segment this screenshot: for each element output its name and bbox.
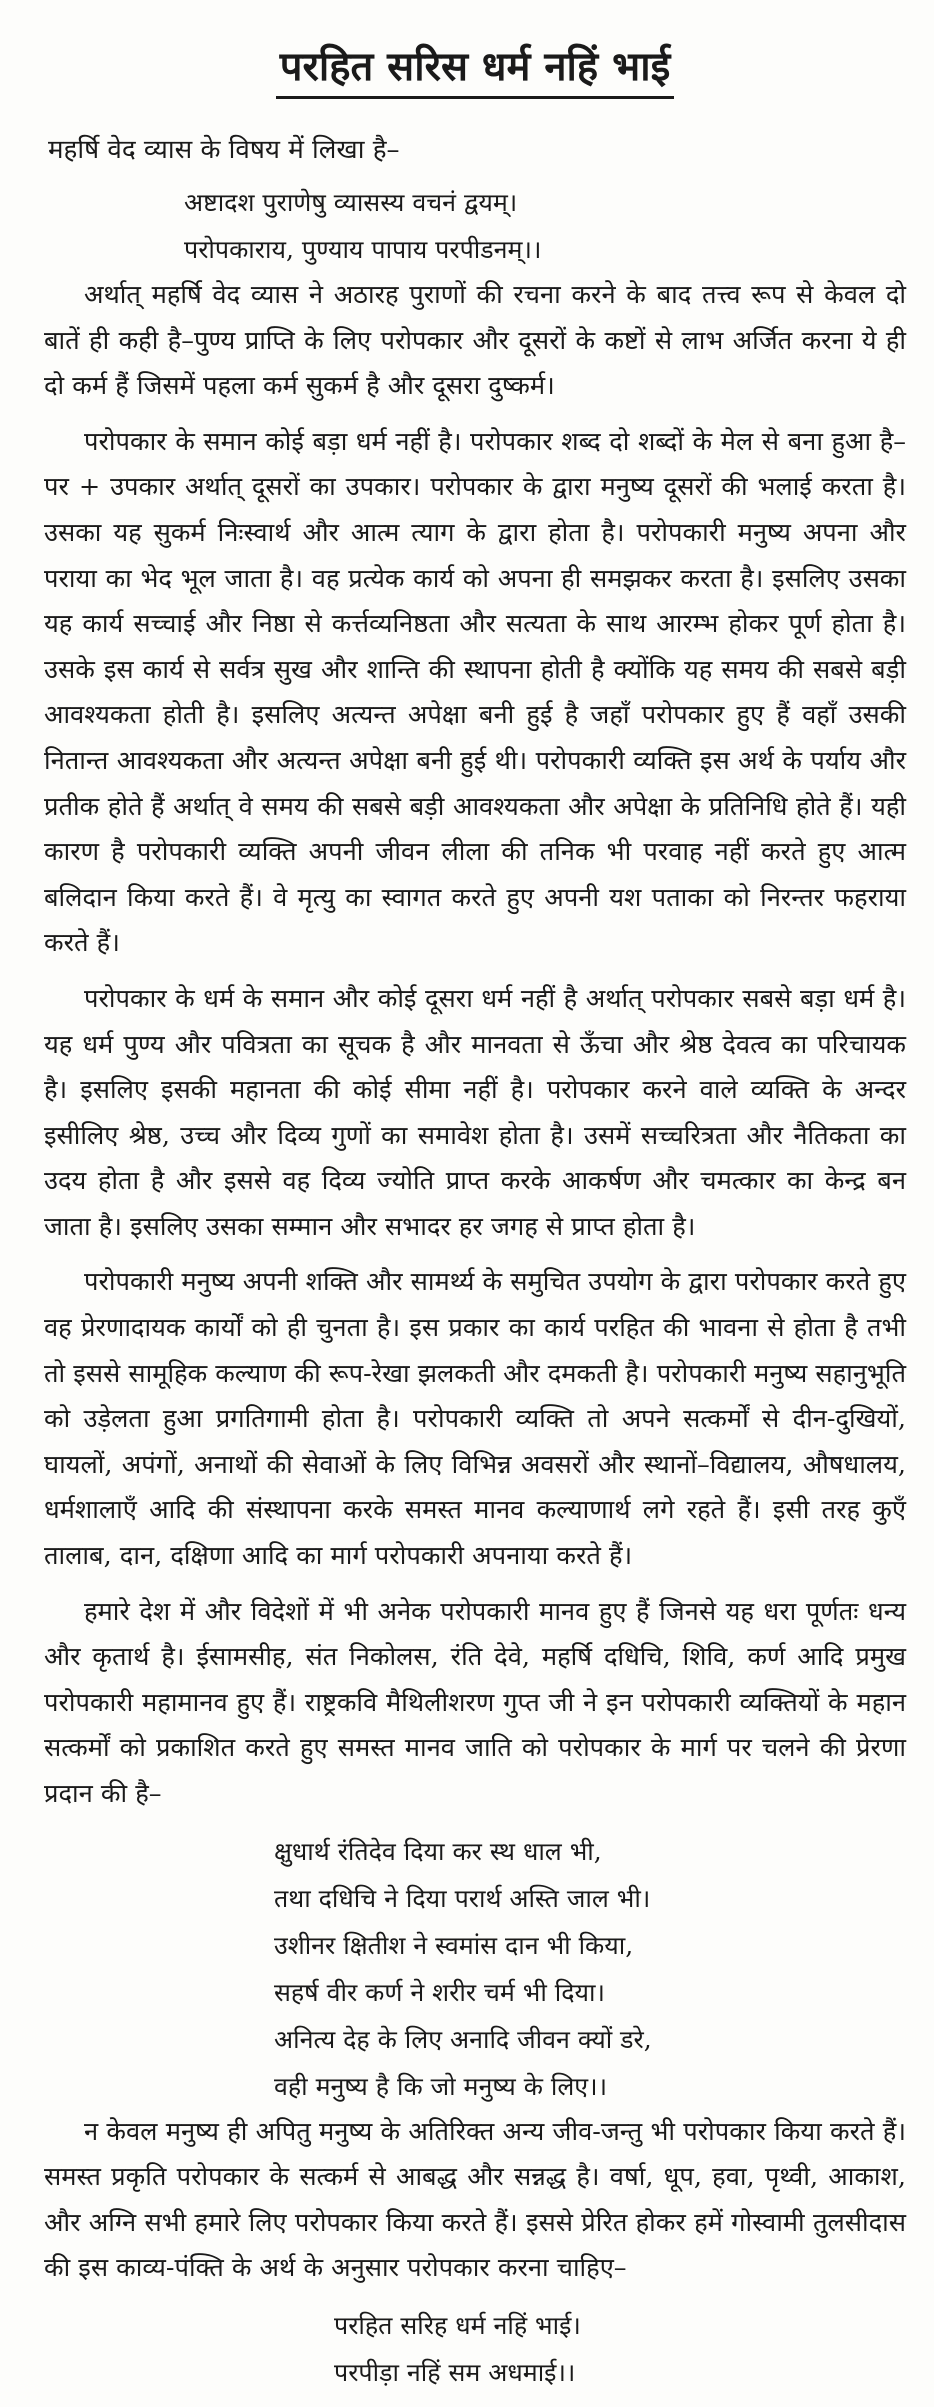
page-title: परहित सरिस धर्म नहिं भाई [276,40,674,99]
shloka-line-1: अष्टादश पुराणेषु व्यासस्य वचनं द्वयम्। [184,188,518,217]
paragraph-4: परोपकारी मनुष्य अपनी शक्ति और सामर्थ्य के समुचित उपयोग के द्वारा परोपकार करते हुए वह प्रेरणादायक कार्यों को ही चुनता है। इस प्रकार का कार्य परहित की भावना से होता है तभी तो इससे सामूहिक कल्याण की रूप-रेखा झलकती और दमकती है। परोपकारी मनुष्य सहानुभूति को उड़ेलता हुआ प्रगतिगामी होता है। परोपकारी व्यक्ति तो अपने सत्कर्मों से दीन-दुखियों, घायलों, अपंगों, अनाथों की सेवाओं के लिए विभिन्न अवसरों और स्थानों–विद्यालय, औषधालय, धर्मशालाएँ आदि की संस्थापना करके समस्त मानव कल्याणार्थ लगे रहते हैं। इसी तरह कुएँ तालाब, दान, दक्षिणा आदि का मार्ग परोपकारी अपनाया करते हैं। [44,1267,906,1572]
title-wrap [44,40,906,99]
intro-line: महर्षि वेद व्यास के विषय में लिखा है– [48,135,400,165]
poem-line-6: वही मनुष्य है कि जो मनुष्य के लिए।। [274,2071,608,2101]
poem-line-1: क्षुधार्थ रंतिदेव दिया कर स्थ धाल भी, [274,1836,602,1866]
poem-line-5: अनित्य देह के लिए अनादि जीवन क्यों डरे, [274,2024,652,2054]
shloka-line-2: परोपकाराय, पुण्याय पापाय परपीडनम्।। [184,235,542,264]
closing-verse-line-2: परपीड़ा नहिं सम अधमाई।। [334,2357,576,2387]
final-paragraph: न केवल मनुष्य ही अपितु मनुष्य के अतिरिक्त अन्य जीव-जन्तु भी परोपकार किया करते हैं। समस्त प्रकृति परोपकार के सत्कर्म से आबद्ध और सन्नद्ध है। वर्षा, धूप, हवा, पृथ्वी, आकाश, और अग्नि सभी हमारे लिए परोपकार किया करते हैं। इससे प्रेरित होकर हमें गोस्वामी तुलसीदास की इस काव्य-पंक्ति के अर्थ के अनुसार परोपकार करना चाहिए– [44,2116,906,2284]
poem-line-3: उशीनर क्षितीश ने स्वमांस दान भी किया, [274,1930,634,1960]
closing-verse-line-1: परहित सरिह धर्म नहिं भाई। [334,2310,581,2340]
paragraph-2: परोपकार के समान कोई बड़ा धर्म नहीं है। परोपकार शब्द दो शब्दों के मेल से बना हुआ है– पर + उपकार अर्थात् दूसरों का उपकार। परोपकार के द्वारा मनुष्य दूसरों की भलाई करता है। उसका यह सुकर्म निःस्वार्थ और आत्म त्याग के द्वारा होता है। परोपकारी मनुष्य अपना और पराया का भेद भूल जाता है। वह प्रत्येक कार्य को अपना ही समझकर करता है। इसलिए उसका यह कार्य सच्चाई और निष्ठा से कर्त्तव्यनिष्ठता और सत्यता के साथ आरम्भ होकर पूर्ण होता है। उसके इस कार्य से सर्वत्र सुख और शान्ति की स्थापना होती है क्योंकि यह समय की सबसे बड़ी आवश्यकता होती है। इसलिए अत्यन्त अपेक्षा बनी हुई है जहाँ परोपकार हुए हैं वहाँ उसकी नितान्त आवश्यकता और अत्यन्त अपेक्षा बनी हुई थी। परोपकारी व्यक्ति इस अर्थ के पर्याय और प्रतीक होते हैं अर्थात् वे समय की सबसे बड़ी आवश्यकता और अपेक्षा के प्रतिनिधि होते हैं। यही कारण है परोपकारी व्यक्ति अपनी जीवन लीला की तनिक भी परवाह नहीं करते हुए आत्म बलिदान किया करते हैं। वे मृत्यु का स्वागत करते हुए अपनी यश पताका को निरन्तर फहराया करते हैं। [44,426,907,959]
poem-line-2: तथा दधिचि ने दिया परार्थ अस्ति जाल भी। [274,1883,651,1913]
poem-line-4: सहर्ष वीर कर्ण ने शरीर चर्म भी दिया। [274,1977,606,2007]
paragraph-5: हमारे देश में और विदेशों में भी अनेक परोपकारी मानव हुए हैं जिनसे यह धरा पूर्णतः धन्य और कृतार्थ है। ईसामसीह, संत निकोलस, रंति देवे, महर्षि दधिचि, शिवि, कर्ण आदि प्रमुख परोपकारी महामानव हुए हैं। राष्ट्रकवि मैथिलीशरण गुप्त जी ने इन परोपकारी व्यक्तियों के महान सत्कर्मों को प्रकाशित करते हुए समस्त मानव जाति को परोपकार के मार्ग पर चलने की प्रेरणा प्रदान की है– [44,1596,906,1809]
paragraph-1: अर्थात् महर्षि वेद व्यास ने अठारह पुराणों की रचना करने के बाद तत्त्व रूप से केवल दो बातें ही कही है–पुण्य प्राप्ति के लिए परोपकार और दूसरों के कष्टों से लाभ अर्जित करना ये ही दो कर्म हैं जिसमें पहला कर्म सुकर्म है और दूसरा दुष्कर्म। [44,280,906,402]
paragraph-3: परोपकार के धर्म के समान और कोई दूसरा धर्म नहीं है अर्थात् परोपकार सबसे बड़ा धर्म है। यह धर्म पुण्य और पवित्रता का सूचक है और मानवता से ऊँचा और श्रेष्ठ देवत्व का परिचायक है। इसलिए इसकी महानता की कोई सीमा नहीं है। परोपकार करने वाले व्यक्ति के अन्दर इसीलिए श्रेष्ठ, उच्च और दिव्य गुणों का समावेश होता है। उसमें सच्चरित्रता और नैतिकता का उदय होता है और इससे वह दिव्य ज्योति प्राप्त करके आकर्षण और चमत्कार का केन्द्र बन जाता है। इसलिए उसका सम्मान और सभादर हर जगह से प्राप्त होता है। [44,983,906,1242]
